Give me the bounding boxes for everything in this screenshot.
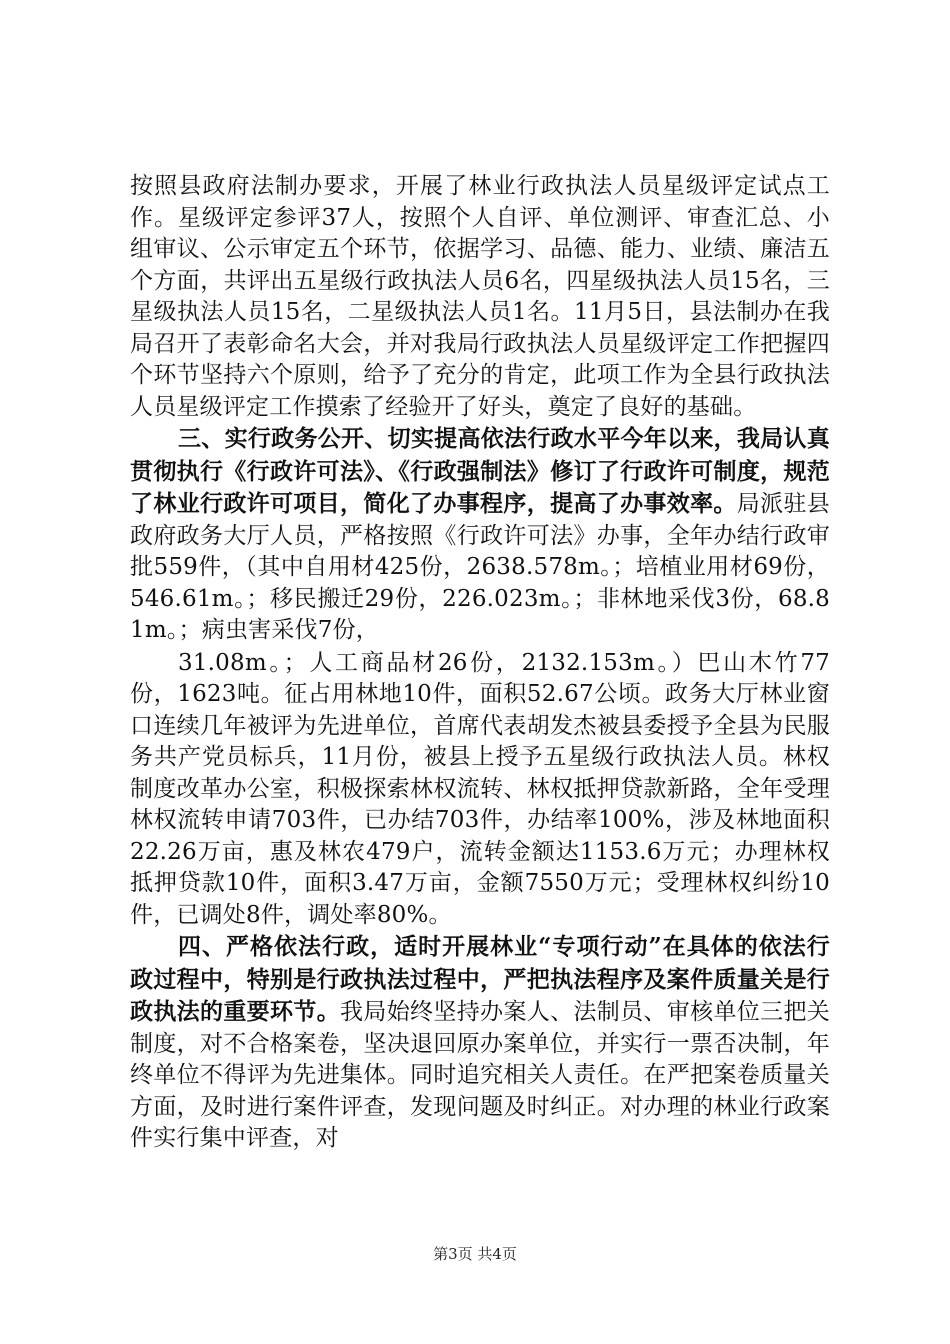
paragraph-3	[130, 647, 830, 932]
paragraph-3-text: 31.08m。；人工商品材26份，2132.153m。）巴山木竹77份，1623吨。征占用林地10件，面积52.67公顷。政务大厅林业窗口连续几年被评为先进单位，首席代表胡发杰被县委授予全县为民服务共产党员标兵，11月份，被县上授予五星级行政执法人员。林权制度改革办公室，积极探索林权流转、林权抵押贷款新路，全年受理林权流转申请703件，已办结703件，办结率100%，涉及林地面积22.26万亩，惠及林农479户，流转金额达1153.6万元；办理林权抵押贷款10件，面积3.47万亩，金额7550万元；受理林权纠纷10件，已调处8件，调处率80%。	[130, 649, 830, 928]
paragraph-4-text: 我局始终坚持办案人、法制员、审核单位三把关制度，对不合格案卷，坚决退回原办案单位，并实行一票否决制，年终单位不得评为先进集体。同时追究相关人责任。在严把案卷质量关方面，及时进行案件评查，发现问题及时纠正。对办理的林业行政案件实行集中评查，对	[130, 999, 830, 1151]
page-number-footer: 第3页 共4页	[433, 1245, 517, 1263]
document-body	[130, 170, 830, 1155]
paragraph-2-text: 局派驻县政府政务大厅人员，严格按照《行政许可法》办事，全年办结行政审批559件，（其中自用材425份，2638.578m。；培植业用材69份，546.61m。；移民搬迁29份，226.023m。；非林地采伐3份，68.81m。；病虫害采伐7份，	[130, 491, 830, 643]
section-four-heading: 四、严格依法行政，适时开展林业“专项行动”在具体的依法行政过程中，特别是行政执法过程中，严把执法程序及案件质量关是行政执法的重要环节。	[130, 933, 830, 1025]
paragraph-4	[130, 931, 830, 1155]
section-three-heading: 三、实行政务公开、切实提高依法行政水平今年以来，我局认真贯彻执行《行政许可法》、《行政强制法》修订了行政许可制度，规范了林业行政许可项目，简化了办事程序，提高了办事效率。	[130, 425, 830, 517]
paragraph-1	[130, 170, 830, 423]
paragraph-1-text: 按照县政府法制办要求，开展了林业行政执法人员星级评定试点工作。星级评定参评37人，按照个人自评、单位测评、审查汇总、小组审议、公示审定五个环节，依据学习、品德、能力、业绩、廉洁五个方面，共评出五星级行政执法人员6名，四星级执法人员15名，三星级执法人员15名，二星级执法人员1名。11月5日，县法制办在我局召开了表彰命名大会，并对我局行政执法人员星级评定工作把握四个环节坚持六个原则，给予了充分的肯定，此项工作为全县行政执法人员星级评定工作摸索了经验开了好头，奠定了良好的基础。	[130, 173, 830, 420]
paragraph-2	[130, 423, 830, 647]
